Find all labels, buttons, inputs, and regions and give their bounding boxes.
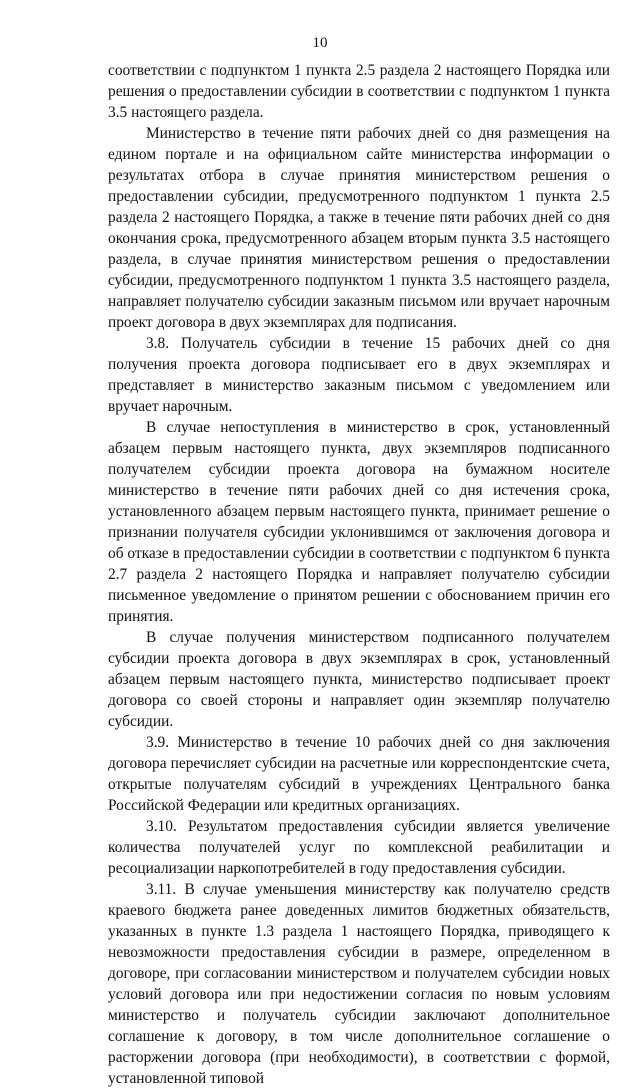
paragraph-3-9: 3.9. Министерство в течение 10 рабочих дней со дня заключения договора перечисляет субсидии на расчетные или корреспондентские счета, открытые получателям субсидий в учреждениях Центрального банка Российской Федерации или кредитных организациях. — [108, 734, 610, 814]
page-number: 10 — [312, 35, 328, 51]
paragraph-3-8: 3.8. Получатель субсидии в течение 15 рабочих дней со дня получения проекта договора подписывает его в двух экземплярах и представляет в министерство заказным письмом с уведомлением или вручает нарочным. — [108, 335, 610, 415]
paragraph-3-11: 3.11. В случае уменьшения министерству как получателю средств краевого бюджета ранее доведенных лимитов бюджетных обязательств, указанных в пункте 1.3 раздела 1 настоящего Порядка, приводящего к невозможности предоставления субсидии в размере, определенном в договоре, при согласовании министерством и получателем субсидии новых условий договора или при недостижении согласия по новым условиям министерство и получатель субсидии заключают дополнительное соглашение к договору, в том числе дополнительное соглашение о расторжении договора (при необходимости), в соответствии с формой, установленной типовой — [108, 881, 610, 1087]
paragraph-continued: соответствии с подпунктом 1 пункта 2.5 раздела 2 настоящего Порядка или решения о предоставлении субсидии в соответствии с подпунктом 1 пункта 3.5 настоящего раздела. — [108, 62, 610, 121]
paragraph-3-10: 3.10. Результатом предоставления субсидии является увеличение количества получателей услуг по комплексной реабилитации и ресоциализации наркопотребителей в году предоставления субсидии. — [108, 818, 610, 877]
document-body — [108, 60, 610, 1089]
paragraph: В случае получения министерством подписанного получателем субсидии проекта договора в двух экземплярах в срок, установленный абзацем первым настоящего пункта, министерство подписывает проект договора со своей стороны и направляет один экземпляр получателю субсидии. — [108, 629, 610, 730]
paragraph: Министерство в течение пяти рабочих дней со дня размещения на едином портале и на официальном сайте министерства информации о результатах отбора в случае принятия министерством решения о предоставлении субсидии, предусмотренного подпунктом 1 пункта 2.5 раздела 2 настоящего Порядка, а также в течение пяти рабочих дней со дня окончания срока, предусмотренного абзацем вторым пункта 3.5 настоящего раздела, в случае принятия министерством решения о предоставлении субсидии, предусмотренного подпунктом 1 пункта 3.5 настоящего раздела, направляет получателю субсидии заказным письмом или вручает нарочным проект договора в двух экземплярах для подписания. — [108, 125, 610, 331]
paragraph: В случае непоступления в министерство в срок, установленный абзацем первым настоящего пункта, двух экземпляров подписанного получателем субсидии проекта договора на бумажном носителе министерство в течение пяти рабочих дней со дня истечения срока, установленного абзацем первым настоящего пункта, принимает решение о признании получателя субсидии уклонившимся от заключения договора и об отказе в предоставлении субсидии в соответствии с подпунктом 6 пункта 2.7 раздела 2 настоящего Порядка и направляет получателю субсидии письменное уведомление о принятом решении с обоснованием причин его принятия. — [108, 419, 610, 625]
